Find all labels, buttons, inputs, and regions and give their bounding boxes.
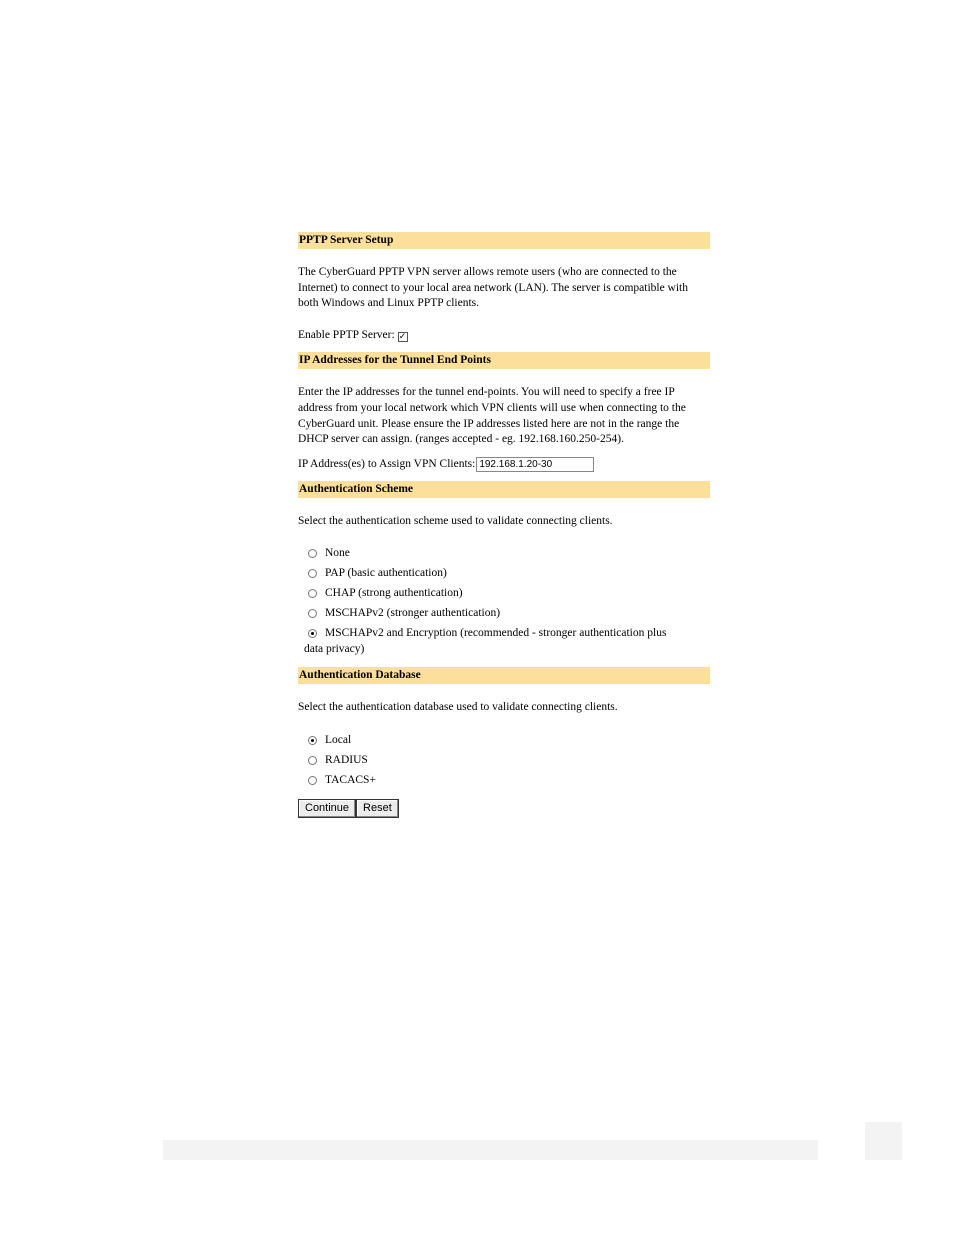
auth-scheme-description: Select the authentication scheme used to validate connecting clients. [298, 515, 613, 528]
radio-button[interactable] [308, 756, 317, 765]
enable-pptp-label: Enable PPTP Server: [298, 328, 395, 341]
auth-db-option-radius[interactable] [298, 753, 710, 773]
section-header-auth-scheme: Authentication Scheme [298, 481, 710, 498]
auth-db-option-local[interactable] [298, 733, 710, 753]
option-label: None [325, 547, 350, 560]
pptp-config-form [298, 232, 710, 818]
radio-button[interactable] [308, 776, 317, 785]
radio-button[interactable] [308, 609, 317, 618]
enable-pptp-checkbox[interactable]: ✓ [398, 331, 407, 342]
pptp-description: The CyberGuard PPTP VPN server allows remote users (who are connected to the Internet) to connect to your local area network (LAN). The server is compatible with both Windows and Linux PPTP clients. [298, 266, 689, 310]
option-label: RADIUS [325, 753, 368, 766]
auth-db-option-tacacs[interactable] [298, 773, 710, 793]
option-label: PAP (basic authentication) [325, 567, 447, 580]
ip-address-input[interactable] [476, 457, 594, 472]
radio-button[interactable] [308, 569, 317, 578]
enable-pptp-row [298, 328, 710, 344]
continue-button[interactable]: Continue [298, 799, 356, 818]
auth-db-description: Select the authentication database used to validate connecting clients. [298, 701, 618, 714]
option-label: TACACS+ [325, 773, 376, 786]
auth-scheme-option-mschapv2[interactable] [298, 606, 710, 626]
option-label-continuation: data privacy) [304, 642, 365, 655]
section-header-auth-database: Authentication Database [298, 667, 710, 684]
radio-button[interactable] [308, 589, 317, 598]
radio-button[interactable] [308, 549, 317, 558]
auth-scheme-options [298, 546, 710, 657]
option-label: MSCHAPv2 (stronger authentication) [325, 607, 501, 620]
section-header-pptp-setup: PPTP Server Setup [298, 232, 710, 249]
ip-field-label: IP Address(es) to Assign VPN Clients: [298, 457, 476, 470]
page-number-box [865, 1122, 902, 1160]
reset-button[interactable]: Reset [356, 799, 399, 818]
radio-button-selected[interactable] [308, 736, 317, 745]
auth-scheme-option-mschapv2-encryption[interactable] [298, 626, 710, 642]
radio-button-selected[interactable] [308, 629, 317, 638]
option-label: MSCHAPv2 and Encryption (recommended - stronger authentication plus [325, 627, 667, 640]
auth-db-options [298, 733, 710, 793]
section-header-ip-addresses: IP Addresses for the Tunnel End Points [298, 352, 710, 369]
auth-scheme-option-none[interactable] [298, 546, 710, 566]
auth-scheme-option-pap[interactable] [298, 566, 710, 586]
option-label: CHAP (strong authentication) [325, 587, 463, 600]
page-footer-bar [163, 1140, 818, 1160]
ip-description: Enter the IP addresses for the tunnel end-points. You will need to specify a free IP address from your local network which VPN clients will use when connecting to the CyberGuard unit. Please ensure the IP addresses listed here are not in the range the DHCP server can assign. (ranges accepted - eg. 192.168.160.250-254). [298, 386, 686, 446]
auth-scheme-option-chap[interactable] [298, 586, 710, 606]
form-buttons [298, 799, 710, 818]
ip-field-row [298, 457, 710, 473]
option-label: Local [325, 733, 352, 746]
